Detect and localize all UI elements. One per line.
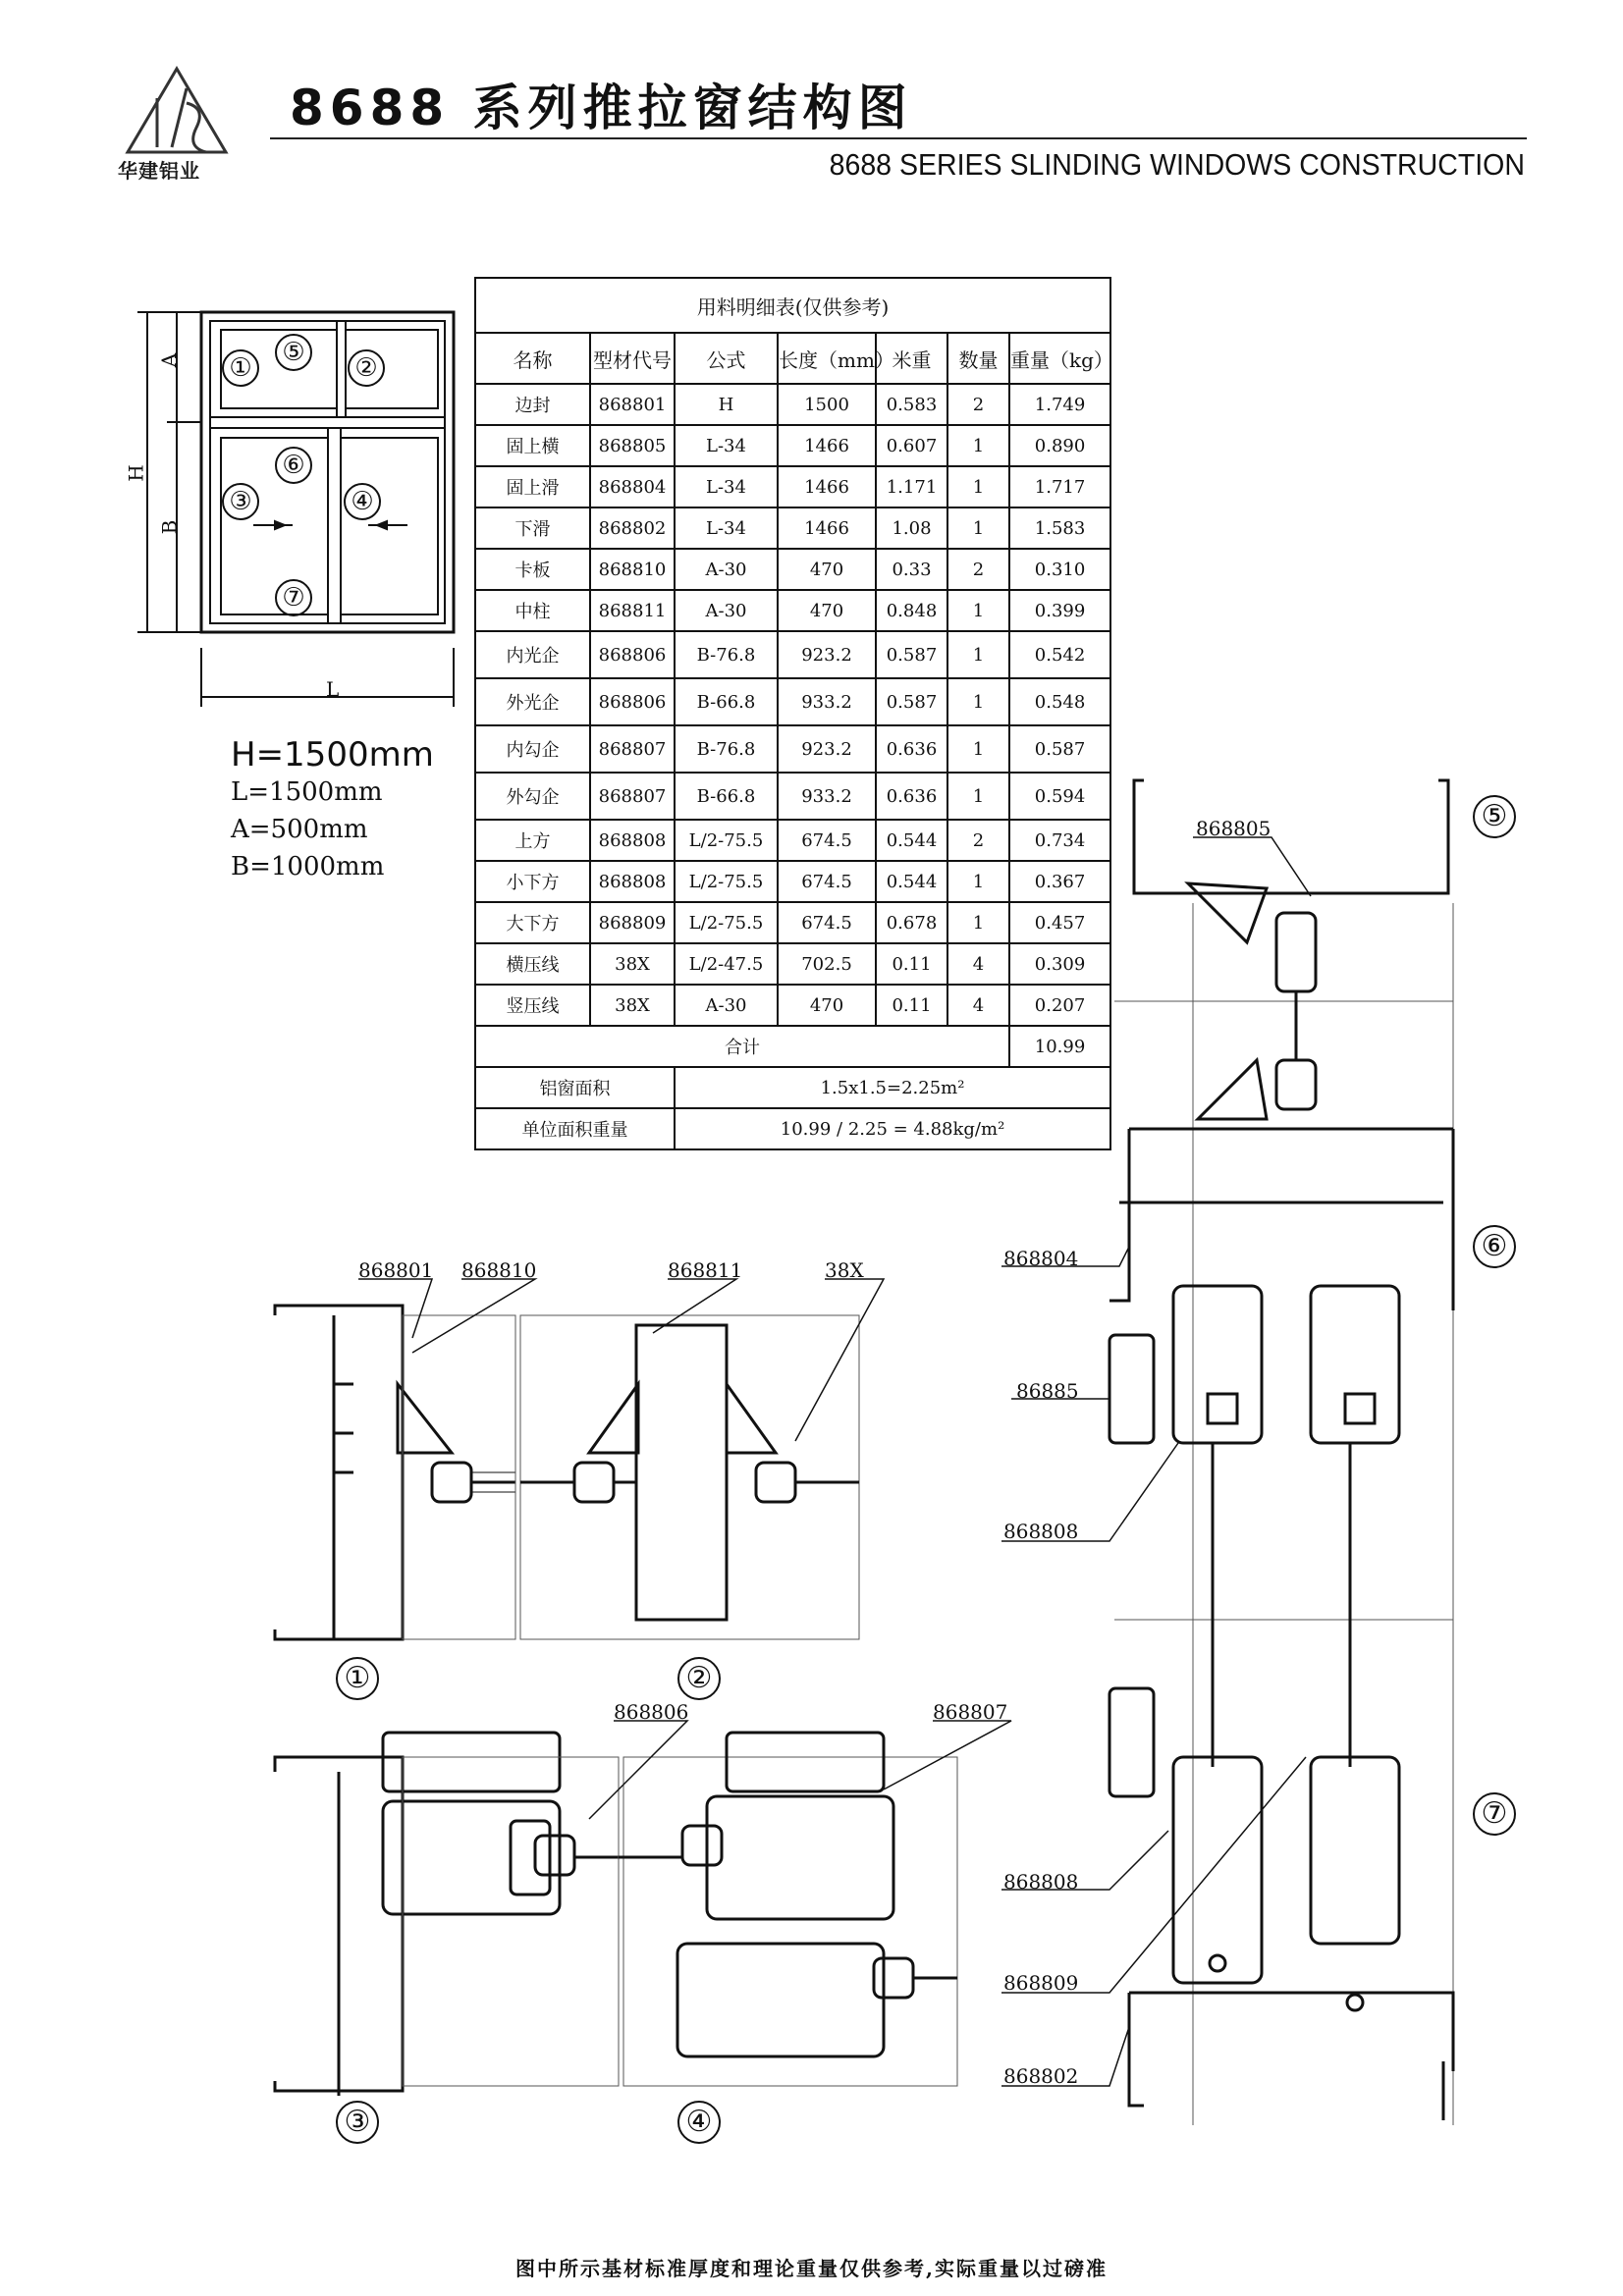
- dim-label-l: L: [326, 677, 340, 701]
- table-cell: 38X: [590, 943, 675, 985]
- detail-1-marker: ①: [336, 1657, 379, 1700]
- table-cell: 38X: [590, 985, 675, 1026]
- table-cell: 卡板: [475, 549, 590, 590]
- table-cell: 固上滑: [475, 466, 590, 507]
- table-cell: 大下方: [475, 902, 590, 943]
- dim-h: H=1500mm: [231, 735, 434, 774]
- detail-1-code-a: 868801: [358, 1258, 434, 1282]
- table-cell: 1: [947, 425, 1009, 466]
- table-cell: 0.594: [1009, 773, 1110, 820]
- total-label: 合计: [475, 1026, 1009, 1067]
- table-cell: 0.678: [876, 902, 947, 943]
- table-row: [475, 549, 1110, 590]
- dimension-notes: [231, 736, 434, 885]
- table-cell: 868806: [590, 631, 675, 678]
- table-cell: 1: [947, 773, 1009, 820]
- table-cell: L/2-75.5: [675, 902, 778, 943]
- table-cell: 868808: [590, 820, 675, 861]
- table-row: [475, 943, 1110, 985]
- footnote: 图中所示基材标准厚度和理论重量仅供参考,实际重量以过磅准: [515, 2257, 1108, 2280]
- table-cell: 1: [947, 902, 1009, 943]
- table-cell: 内光企: [475, 631, 590, 678]
- table-row: [475, 678, 1110, 725]
- col-header: 重量（kg）: [1009, 333, 1110, 384]
- table-cell: 868807: [590, 725, 675, 773]
- elevation-marker-2: ②: [348, 349, 385, 387]
- detail-6-code-a: 868804: [1003, 1247, 1079, 1270]
- unit-weight-label: 单位面积重量: [475, 1108, 675, 1149]
- table-cell: L-34: [675, 466, 778, 507]
- table-cell: 923.2: [778, 631, 876, 678]
- detail-1-drawing: [275, 1306, 515, 1639]
- table-cell: 固上横: [475, 425, 590, 466]
- table-cell: 下滑: [475, 507, 590, 549]
- detail-7-drawing: [1109, 1688, 1453, 2120]
- table-caption: 用料明细表(仅供参考): [475, 278, 1110, 333]
- table-cell: 1466: [778, 425, 876, 466]
- table-row: [475, 861, 1110, 902]
- table-cell: 2: [947, 549, 1009, 590]
- table-cell: 2: [947, 820, 1009, 861]
- detail-3-marker: ③: [336, 2101, 379, 2144]
- table-cell: 0.207: [1009, 985, 1110, 1026]
- col-header: 型材代号: [590, 333, 675, 384]
- table-cell: 1500: [778, 384, 876, 425]
- table-cell: L/2-75.5: [675, 861, 778, 902]
- total-value: 10.99: [1009, 1026, 1110, 1067]
- table-cell: 0.734: [1009, 820, 1110, 861]
- table-cell: 上方: [475, 820, 590, 861]
- table-cell: L/2-75.5: [675, 820, 778, 861]
- table-cell: 1466: [778, 507, 876, 549]
- table-cell: 1.08: [876, 507, 947, 549]
- table-cell: 边封: [475, 384, 590, 425]
- col-header: 长度（mm）: [778, 333, 876, 384]
- table-cell: 0.548: [1009, 678, 1110, 725]
- table-cell: 0.607: [876, 425, 947, 466]
- table-row: [475, 725, 1110, 773]
- table-cell: 0.636: [876, 773, 947, 820]
- table-cell: 内勾企: [475, 725, 590, 773]
- table-cell: 470: [778, 985, 876, 1026]
- table-cell: L/2-47.5: [675, 943, 778, 985]
- col-header: 数量: [947, 333, 1009, 384]
- table-row: [475, 985, 1110, 1026]
- elevation-marker-5: ⑤: [275, 334, 312, 371]
- table-cell: 1: [947, 466, 1009, 507]
- table-cell: 868802: [590, 507, 675, 549]
- table-cell: 868811: [590, 590, 675, 631]
- table-cell: 1466: [778, 466, 876, 507]
- table-row: [475, 773, 1110, 820]
- detail-7-code-a: 868808: [1003, 1870, 1079, 1894]
- table-cell: 470: [778, 590, 876, 631]
- table-cell: A-30: [675, 985, 778, 1026]
- detail-2-marker: ②: [677, 1657, 721, 1700]
- table-cell: 1.749: [1009, 384, 1110, 425]
- brand-logo: [128, 69, 226, 152]
- dim-label-a: A: [157, 352, 182, 368]
- table-row: [475, 590, 1110, 631]
- table-row: [475, 384, 1110, 425]
- table-cell: B-76.8: [675, 631, 778, 678]
- table-cell: 0.583: [876, 384, 947, 425]
- table-cell: 外勾企: [475, 773, 590, 820]
- table-row: [475, 631, 1110, 678]
- page-title-en: 8688 SERIES SLINDING WINDOWS CONSTRUCTION: [829, 147, 1525, 182]
- table-cell: 0.848: [876, 590, 947, 631]
- detail-3-drawing: [275, 1733, 619, 2096]
- table-header-row: [475, 333, 1110, 384]
- detail-1-code-b: 868810: [461, 1258, 537, 1282]
- table-cell: 0.542: [1009, 631, 1110, 678]
- detail-3-4-frame: [403, 1757, 957, 2086]
- table-cell: 868806: [590, 678, 675, 725]
- detail-7-marker: ⑦: [1473, 1792, 1516, 1836]
- unit-weight-value: 10.99 / 2.25 = 4.88kg/m²: [675, 1108, 1110, 1149]
- table-cell: 868804: [590, 466, 675, 507]
- table-cell: 1.583: [1009, 507, 1110, 549]
- detail-5-7-frame: [1114, 903, 1453, 2125]
- table-cell: 0.11: [876, 985, 947, 1026]
- table-cell: 1: [947, 590, 1009, 631]
- table-cell: 外光企: [475, 678, 590, 725]
- table-row: [475, 466, 1110, 507]
- table-cell: 1: [947, 725, 1009, 773]
- table-cell: 0.399: [1009, 590, 1110, 631]
- table-cell: 1: [947, 507, 1009, 549]
- elevation-marker-7: ⑦: [275, 579, 312, 616]
- col-header: 名称: [475, 333, 590, 384]
- detail-2-drawing: [520, 1325, 859, 1620]
- detail-4-code-a: 868806: [614, 1700, 689, 1724]
- table-cell: 933.2: [778, 678, 876, 725]
- table-cell: 1: [947, 678, 1009, 725]
- detail-6-code-c: 868808: [1003, 1520, 1079, 1543]
- detail-6-drawing: [1109, 1129, 1453, 1767]
- dim-l: L=1500mm: [231, 777, 383, 807]
- dim-label-h: H: [124, 464, 148, 482]
- table-cell: H: [675, 384, 778, 425]
- elevation-marker-3: ③: [222, 483, 259, 520]
- detail-4-marker: ④: [677, 2101, 721, 2144]
- table-cell: 0.636: [876, 725, 947, 773]
- dim-a: A=500mm: [231, 815, 368, 844]
- detail-7-code-c: 868802: [1003, 2064, 1079, 2088]
- table-summary-row: [475, 1108, 1110, 1149]
- table-cell: 868807: [590, 773, 675, 820]
- dim-b: B=1000mm: [231, 852, 385, 881]
- page-title: 8688 系列推拉窗结构图: [290, 80, 913, 136]
- table-cell: 0.457: [1009, 902, 1110, 943]
- detail-5-drawing: [1129, 780, 1453, 1129]
- table-cell: 0.587: [1009, 725, 1110, 773]
- table-cell: 0.587: [876, 678, 947, 725]
- col-header: 米重: [876, 333, 947, 384]
- table-cell: 0.890: [1009, 425, 1110, 466]
- table-cell: 竖压线: [475, 985, 590, 1026]
- table-cell: 1: [947, 631, 1009, 678]
- detail-4-code-b: 868807: [933, 1700, 1008, 1724]
- elevation-marker-1: ①: [222, 349, 259, 387]
- table-cell: 674.5: [778, 902, 876, 943]
- detail-5-code: 868805: [1196, 817, 1271, 840]
- table-row: [475, 425, 1110, 466]
- material-table: [474, 277, 1111, 1150]
- table-cell: 小下方: [475, 861, 590, 902]
- table-cell: 0.544: [876, 820, 947, 861]
- table-cell: 横压线: [475, 943, 590, 985]
- detail-7-code-b: 868809: [1003, 1971, 1079, 1995]
- table-cell: 1.717: [1009, 466, 1110, 507]
- detail-6-code-b: 86885: [1016, 1379, 1079, 1403]
- table-cell: 470: [778, 549, 876, 590]
- table-cell: 0.310: [1009, 549, 1110, 590]
- table-cell: 4: [947, 943, 1009, 985]
- table-cell: 0.544: [876, 861, 947, 902]
- table-cell: 868808: [590, 861, 675, 902]
- table-row: [475, 820, 1110, 861]
- table-cell: 0.33: [876, 549, 947, 590]
- table-cell: L-34: [675, 507, 778, 549]
- detail-4-drawing: [619, 1733, 957, 2056]
- table-row: [475, 507, 1110, 549]
- table-cell: 933.2: [778, 773, 876, 820]
- table-cell: 0.309: [1009, 943, 1110, 985]
- table-cell: 0.367: [1009, 861, 1110, 902]
- brand-name: 华建铝业: [118, 159, 200, 183]
- area-label: 铝窗面积: [475, 1067, 675, 1108]
- table-cell: 674.5: [778, 861, 876, 902]
- detail-2-code-b: 38X: [825, 1258, 864, 1282]
- table-cell: L-34: [675, 425, 778, 466]
- table-cell: 674.5: [778, 820, 876, 861]
- col-header: 公式: [675, 333, 778, 384]
- table-cell: 4: [947, 985, 1009, 1026]
- table-summary-row: [475, 1026, 1110, 1067]
- table-row: [475, 902, 1110, 943]
- detail-5-marker: ⑤: [1473, 795, 1516, 838]
- dim-label-b: B: [157, 519, 182, 535]
- table-cell: 868809: [590, 902, 675, 943]
- table-cell: A-30: [675, 590, 778, 631]
- table-cell: 2: [947, 384, 1009, 425]
- elevation-marker-6: ⑥: [275, 447, 312, 484]
- table-cell: 中柱: [475, 590, 590, 631]
- table-cell: 1.171: [876, 466, 947, 507]
- table-cell: 0.587: [876, 631, 947, 678]
- table-summary-row: [475, 1067, 1110, 1108]
- table-cell: 868801: [590, 384, 675, 425]
- elevation-marker-4: ④: [344, 483, 381, 520]
- table-cell: A-30: [675, 549, 778, 590]
- table-cell: B-66.8: [675, 773, 778, 820]
- table-cell: B-76.8: [675, 725, 778, 773]
- table-cell: 0.11: [876, 943, 947, 985]
- table-cell: 1: [947, 861, 1009, 902]
- area-value: 1.5x1.5=2.25m²: [675, 1067, 1110, 1108]
- table-cell: B-66.8: [675, 678, 778, 725]
- table-cell: 868810: [590, 549, 675, 590]
- window-elevation: [137, 312, 454, 707]
- detail-2-code-a: 868811: [668, 1258, 743, 1282]
- table-cell: 868805: [590, 425, 675, 466]
- detail-1-2-frame: [403, 1315, 859, 1639]
- table-cell: 702.5: [778, 943, 876, 985]
- detail-6-marker: ⑥: [1473, 1225, 1516, 1268]
- table-cell: 923.2: [778, 725, 876, 773]
